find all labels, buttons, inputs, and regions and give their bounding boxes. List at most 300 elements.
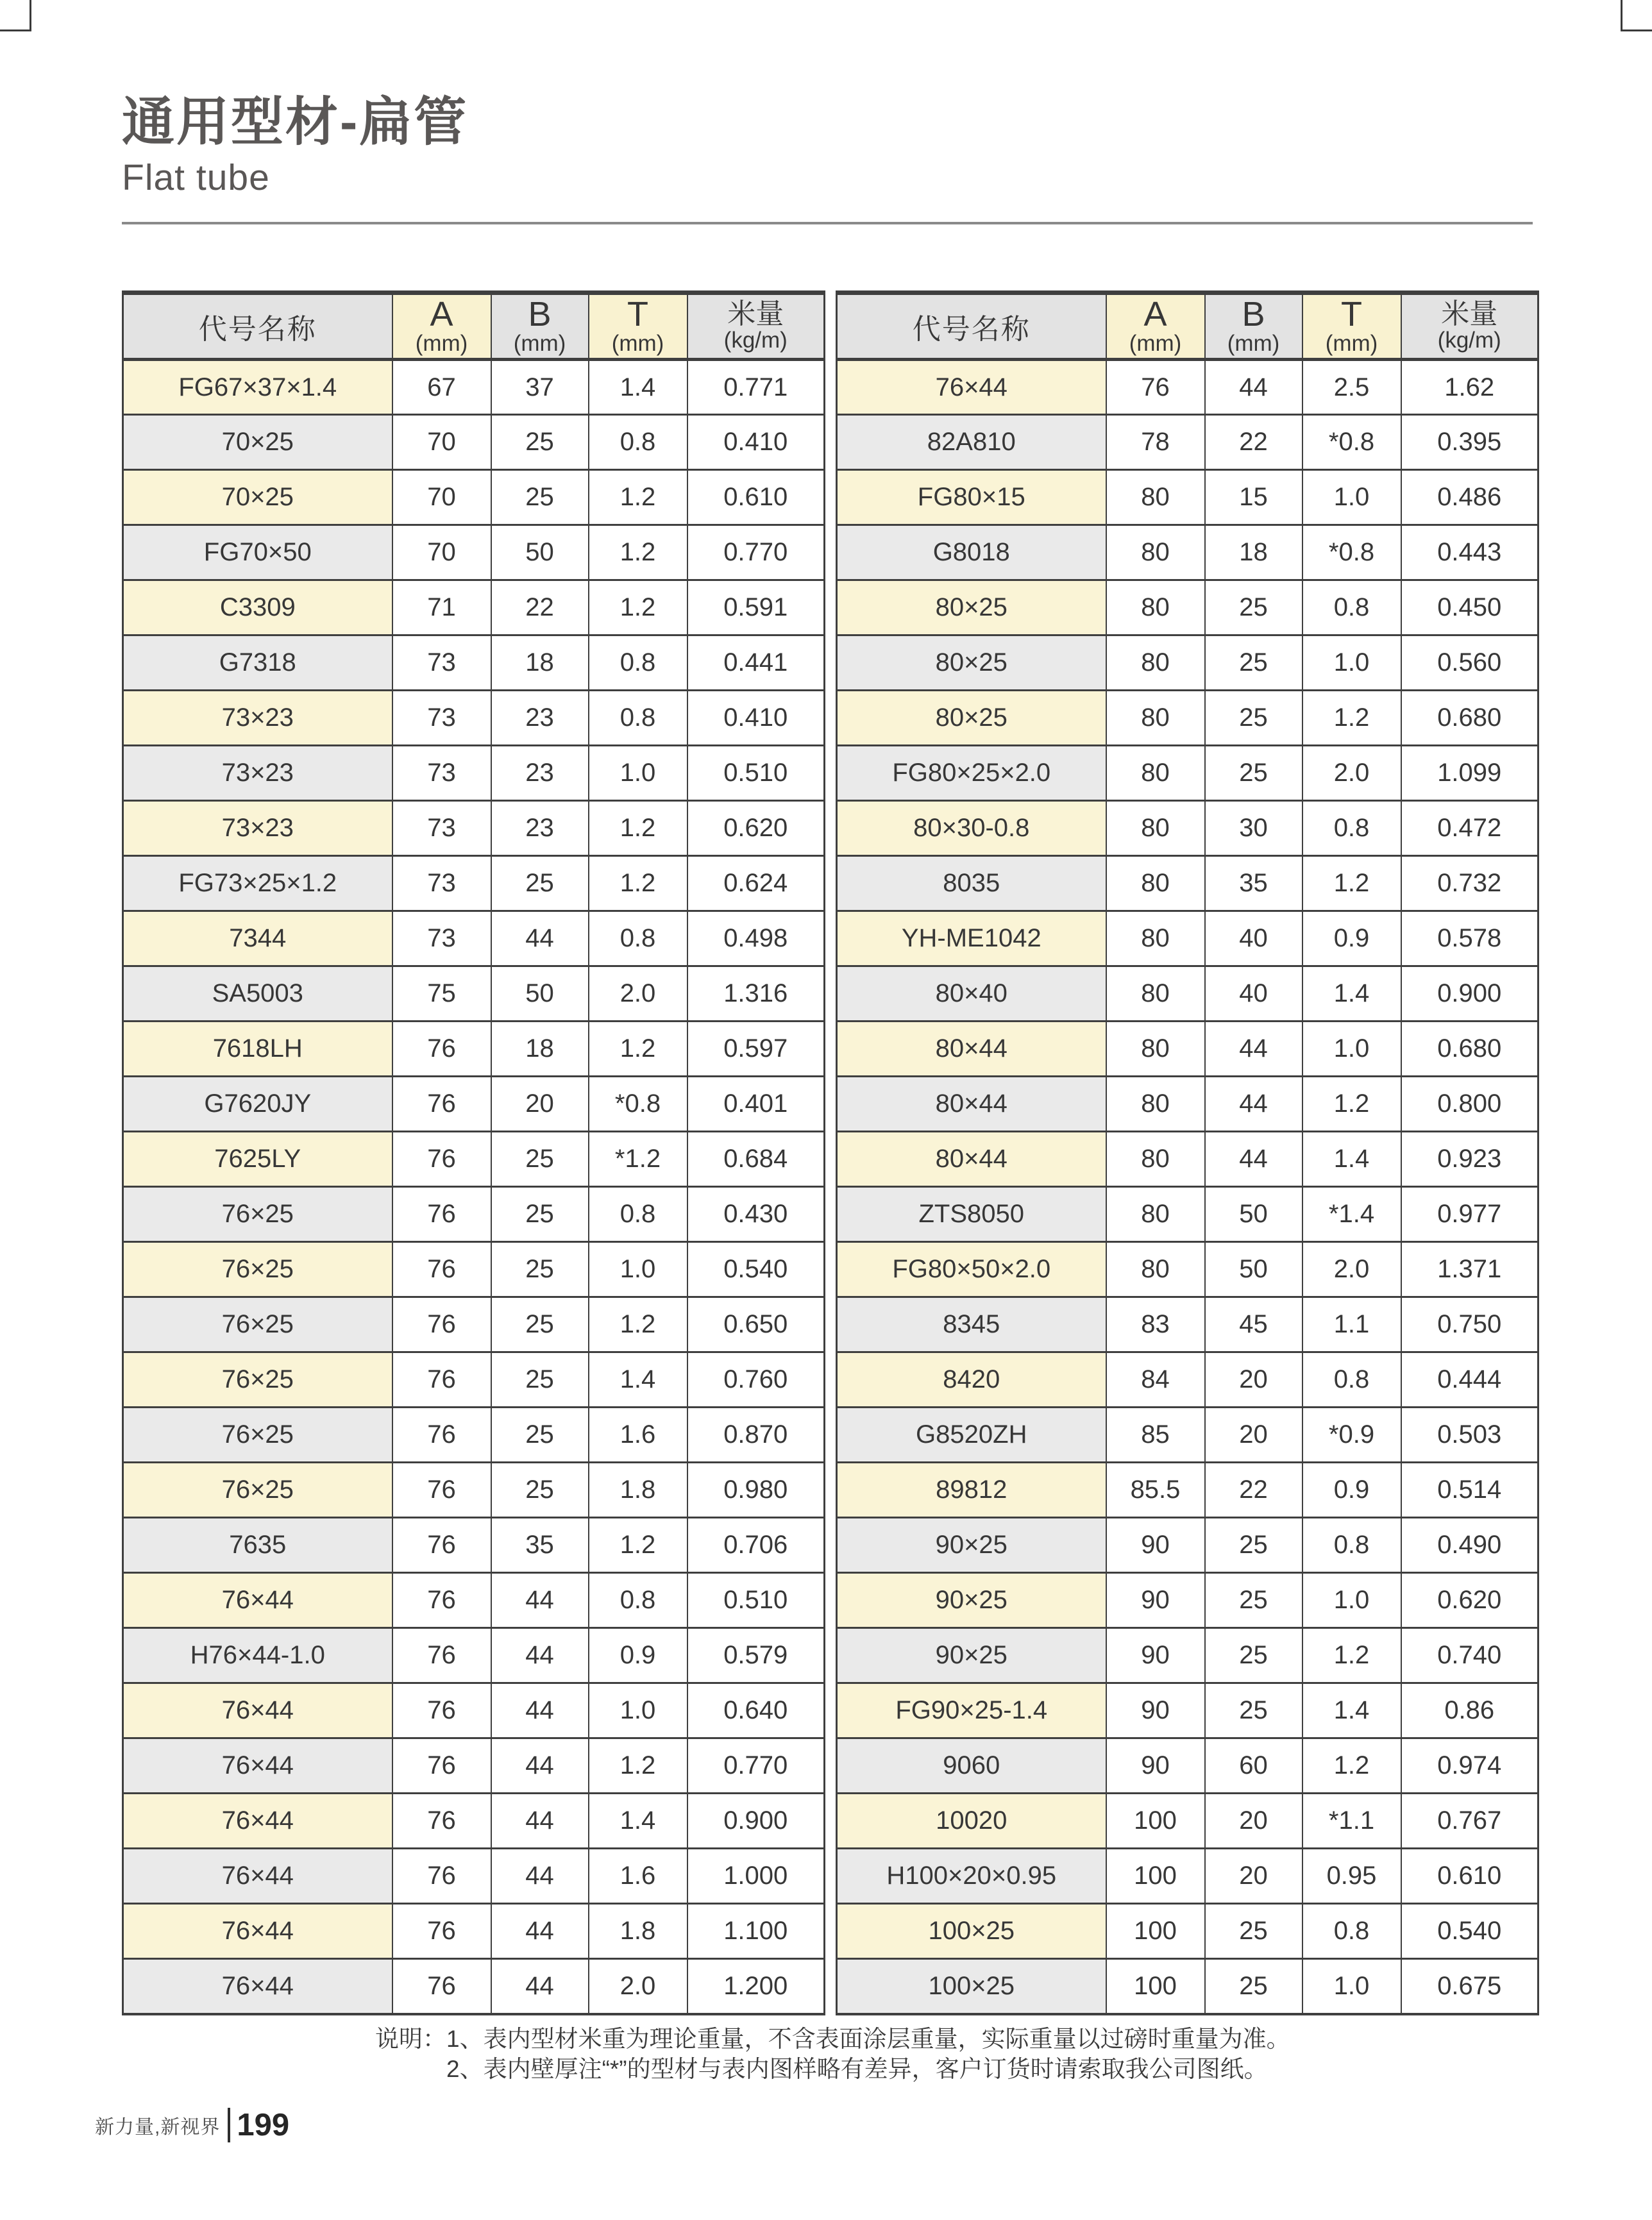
cell-b: 44	[491, 1794, 589, 1849]
cell-meter-weight: 0.540	[687, 1242, 825, 1297]
cell-b: 25	[1205, 1518, 1302, 1573]
table-row	[837, 966, 1538, 1022]
cell-b: 37	[491, 360, 589, 415]
cell-code-name: 7618LH	[123, 1022, 392, 1077]
cell-code-name: 70×25	[123, 470, 392, 525]
cell-a: 100	[1106, 1959, 1205, 2014]
cell-t: 0.9	[589, 1628, 687, 1683]
cell-b: 44	[491, 1849, 589, 1904]
cell-meter-weight: 0.977	[1401, 1187, 1538, 1242]
cell-t: 1.0	[1302, 470, 1401, 525]
cell-b: 60	[1205, 1738, 1302, 1794]
cell-b: 25	[1205, 1628, 1302, 1683]
table-row	[837, 360, 1538, 415]
table-row	[837, 1132, 1538, 1187]
cell-t: 1.2	[589, 1738, 687, 1794]
table-row	[123, 1683, 825, 1738]
cell-meter-weight: 0.560	[1401, 635, 1538, 691]
footnote-line-2: 2、表内壁厚注“*”的型材与表内图样略有差异，客户订货时请索取我公司图纸。	[446, 2056, 1268, 2083]
cell-a: 76	[392, 1022, 491, 1077]
cell-a: 90	[1106, 1518, 1205, 1573]
cell-meter-weight: 0.498	[687, 911, 825, 966]
cell-a: 85.5	[1106, 1463, 1205, 1518]
cell-t: 1.0	[1302, 1959, 1401, 2014]
cell-t: 1.4	[1302, 966, 1401, 1022]
cell-t: 0.8	[589, 1187, 687, 1242]
cell-meter-weight: 0.510	[687, 1573, 825, 1628]
spec-table-right	[836, 290, 1539, 2015]
cell-meter-weight: 0.923	[1401, 1132, 1538, 1187]
cell-t: 1.2	[1302, 691, 1401, 746]
cell-meter-weight: 0.503	[1401, 1408, 1538, 1463]
header-b	[1205, 293, 1302, 360]
cell-meter-weight: 0.591	[687, 580, 825, 635]
table-row	[837, 856, 1538, 911]
page-title: 通用型材-扁管	[122, 93, 469, 151]
cell-code-name: 100×25	[837, 1959, 1106, 2014]
cell-t: 1.2	[1302, 1077, 1401, 1132]
cell-b: 25	[1205, 691, 1302, 746]
cell-meter-weight: 0.640	[687, 1683, 825, 1738]
cell-meter-weight: 0.540	[1401, 1904, 1538, 1959]
cell-meter-weight: 0.767	[1401, 1794, 1538, 1849]
cell-meter-weight: 0.620	[687, 801, 825, 856]
footer-slogan: 新力量,新视界	[95, 2117, 221, 2138]
page-footer	[95, 2107, 289, 2143]
header-t-letter: T	[627, 295, 648, 334]
table-row	[123, 911, 825, 966]
table-row	[837, 1463, 1538, 1518]
cell-meter-weight: 0.450	[1401, 580, 1538, 635]
cell-a: 76	[392, 1959, 491, 2014]
cell-meter-weight: 0.597	[687, 1022, 825, 1077]
header-row	[837, 293, 1538, 360]
cell-t: 0.8	[1302, 1518, 1401, 1573]
footer-page-number: 199	[237, 2108, 290, 2142]
table-row	[837, 415, 1538, 470]
header-a-unit: (mm)	[415, 331, 468, 357]
cell-b: 50	[1205, 1187, 1302, 1242]
footnote-line-1: 1、表内型材米重为理论重量，不含表面涂层重量，实际重量以过磅时重量为准。	[446, 2026, 1290, 2052]
cell-meter-weight: 0.401	[687, 1077, 825, 1132]
header-b-unit: (mm)	[1227, 331, 1280, 357]
cell-meter-weight: 0.770	[687, 1738, 825, 1794]
header-meter-label: 米量	[1441, 298, 1498, 330]
cell-a: 80	[1106, 746, 1205, 801]
cell-b: 25	[491, 1242, 589, 1297]
cell-b: 44	[1205, 1077, 1302, 1132]
cell-code-name: FG80×15	[837, 470, 1106, 525]
table-row	[837, 470, 1538, 525]
cell-t: 0.8	[589, 911, 687, 966]
cell-code-name: 76×25	[123, 1352, 392, 1408]
cell-t: 1.0	[589, 1242, 687, 1297]
cell-meter-weight: 0.441	[687, 635, 825, 691]
table-row	[837, 1849, 1538, 1904]
cell-b: 25	[1205, 1959, 1302, 2014]
table-row	[837, 635, 1538, 691]
cell-b: 45	[1205, 1297, 1302, 1352]
cell-t: *0.8	[589, 1077, 687, 1132]
cell-code-name: 76×44	[837, 360, 1106, 415]
cell-a: 73	[392, 856, 491, 911]
cell-b: 44	[491, 1573, 589, 1628]
header-code-name: 代号名称	[837, 293, 1106, 360]
cell-code-name: 80×44	[837, 1077, 1106, 1132]
cell-code-name: 76×44	[123, 1573, 392, 1628]
cell-b: 23	[491, 801, 589, 856]
cell-code-name: 90×25	[837, 1628, 1106, 1683]
header-meter-label: 米量	[727, 298, 784, 330]
cell-meter-weight: 0.443	[1401, 525, 1538, 580]
cell-t: 2.0	[1302, 746, 1401, 801]
cell-code-name: G7318	[123, 635, 392, 691]
cell-t: 1.0	[589, 746, 687, 801]
cell-t: 0.8	[1302, 580, 1401, 635]
cell-b: 44	[491, 1959, 589, 2014]
cell-code-name: 89812	[837, 1463, 1106, 1518]
cell-b: 18	[491, 1022, 589, 1077]
table-row	[837, 1794, 1538, 1849]
cell-b: 23	[491, 691, 589, 746]
table-row	[123, 1849, 825, 1904]
header-code-name: 代号名称	[123, 293, 392, 360]
cell-a: 80	[1106, 856, 1205, 911]
cell-t: 0.8	[589, 415, 687, 470]
cell-a: 76	[392, 1297, 491, 1352]
cell-b: 20	[1205, 1408, 1302, 1463]
cell-code-name: 76×25	[123, 1297, 392, 1352]
cell-b: 30	[1205, 801, 1302, 856]
table-row	[837, 801, 1538, 856]
cell-code-name: ZTS8050	[837, 1187, 1106, 1242]
cell-meter-weight: 0.680	[1401, 1022, 1538, 1077]
cell-a: 80	[1106, 580, 1205, 635]
table-row	[837, 1352, 1538, 1408]
cell-t: 0.9	[1302, 1463, 1401, 1518]
cell-t: 1.6	[589, 1408, 687, 1463]
cell-b: 25	[491, 1408, 589, 1463]
table-row	[837, 1077, 1538, 1132]
cell-a: 73	[392, 746, 491, 801]
cell-b: 20	[1205, 1849, 1302, 1904]
cell-a: 76	[392, 1683, 491, 1738]
cell-t: 1.0	[1302, 1022, 1401, 1077]
cell-meter-weight: 1.371	[1401, 1242, 1538, 1297]
cell-b: 25	[491, 1132, 589, 1187]
cell-t: 0.8	[1302, 1904, 1401, 1959]
cell-t: 1.8	[589, 1904, 687, 1959]
header-a	[1106, 293, 1205, 360]
cell-t: 1.0	[1302, 1573, 1401, 1628]
cell-meter-weight: 0.684	[687, 1132, 825, 1187]
cell-a: 76	[392, 1187, 491, 1242]
cell-t: 1.2	[589, 1297, 687, 1352]
table-row	[837, 525, 1538, 580]
cell-a: 71	[392, 580, 491, 635]
cell-a: 76	[392, 1518, 491, 1573]
cell-code-name: 10020	[837, 1794, 1106, 1849]
cell-meter-weight: 0.740	[1401, 1628, 1538, 1683]
cell-b: 25	[491, 1297, 589, 1352]
cell-a: 90	[1106, 1683, 1205, 1738]
cell-a: 73	[392, 691, 491, 746]
table-row	[837, 580, 1538, 635]
cell-code-name: 76×44	[123, 1794, 392, 1849]
cell-code-name: 80×30-0.8	[837, 801, 1106, 856]
cell-t: 1.4	[589, 360, 687, 415]
cell-b: 22	[1205, 1463, 1302, 1518]
cell-a: 80	[1106, 801, 1205, 856]
cell-t: 1.0	[1302, 635, 1401, 691]
cell-t: 1.2	[589, 801, 687, 856]
crop-mark-top-right-icon	[1621, 0, 1652, 31]
title-divider	[122, 222, 1533, 224]
header-meter-unit: (kg/m)	[723, 328, 788, 353]
table-row	[123, 746, 825, 801]
cell-b: 18	[1205, 525, 1302, 580]
cell-b: 22	[1205, 415, 1302, 470]
cell-a: 80	[1106, 1187, 1205, 1242]
footer-divider	[228, 2108, 230, 2142]
cell-a: 80	[1106, 966, 1205, 1022]
table-row	[837, 1573, 1538, 1628]
table-row	[123, 580, 825, 635]
cell-b: 22	[491, 580, 589, 635]
table-row	[837, 1242, 1538, 1297]
cell-a: 80	[1106, 1077, 1205, 1132]
table-row	[837, 1959, 1538, 2014]
cell-b: 25	[491, 415, 589, 470]
cell-t: 0.9	[1302, 911, 1401, 966]
table-row	[123, 1077, 825, 1132]
table-row	[123, 1573, 825, 1628]
cell-meter-weight: 0.900	[687, 1794, 825, 1849]
cell-b: 44	[1205, 1022, 1302, 1077]
cell-b: 25	[1205, 746, 1302, 801]
cell-t: 1.2	[589, 470, 687, 525]
cell-code-name: FG80×25×2.0	[837, 746, 1106, 801]
table-row	[123, 1132, 825, 1187]
cell-a: 73	[392, 911, 491, 966]
cell-b: 23	[491, 746, 589, 801]
cell-b: 25	[491, 470, 589, 525]
table-row	[123, 1959, 825, 2014]
cell-a: 80	[1106, 470, 1205, 525]
cell-t: 1.2	[589, 856, 687, 911]
cell-code-name: 90×25	[837, 1573, 1106, 1628]
cell-meter-weight: 0.980	[687, 1463, 825, 1518]
cell-a: 76	[392, 1408, 491, 1463]
cell-b: 40	[1205, 966, 1302, 1022]
cell-b: 44	[491, 1904, 589, 1959]
header-a-letter: A	[1143, 295, 1167, 334]
cell-t: 1.2	[1302, 856, 1401, 911]
cell-code-name: YH-ME1042	[837, 911, 1106, 966]
table-row	[837, 1738, 1538, 1794]
cell-meter-weight: 0.578	[1401, 911, 1538, 966]
cell-meter-weight: 0.610	[687, 470, 825, 525]
cell-t: 0.8	[589, 691, 687, 746]
cell-code-name: 90×25	[837, 1518, 1106, 1573]
table-row	[837, 1683, 1538, 1738]
table-row	[837, 1022, 1538, 1077]
cell-b: 35	[491, 1518, 589, 1573]
cell-code-name: 8035	[837, 856, 1106, 911]
table-row	[837, 746, 1538, 801]
header-b-letter: B	[1242, 295, 1265, 334]
cell-code-name: G8018	[837, 525, 1106, 580]
cell-b: 44	[1205, 360, 1302, 415]
cell-code-name: 7625LY	[123, 1132, 392, 1187]
cell-t: 1.4	[589, 1352, 687, 1408]
table-row	[837, 1628, 1538, 1683]
cell-code-name: 80×25	[837, 691, 1106, 746]
cell-code-name: 100×25	[837, 1904, 1106, 1959]
table-row	[123, 1518, 825, 1573]
cell-meter-weight: 1.316	[687, 966, 825, 1022]
cell-code-name: 76×44	[123, 1849, 392, 1904]
cell-t: 1.8	[589, 1463, 687, 1518]
cell-code-name: C3309	[123, 580, 392, 635]
cell-t: 1.4	[589, 1794, 687, 1849]
header-b-letter: B	[528, 295, 552, 334]
table-row	[123, 1242, 825, 1297]
header-meter-weight	[1401, 293, 1538, 360]
cell-b: 44	[491, 1738, 589, 1794]
cell-meter-weight: 0.750	[1401, 1297, 1538, 1352]
table-row	[123, 635, 825, 691]
table-row	[123, 1738, 825, 1794]
cell-a: 73	[392, 801, 491, 856]
cell-code-name: 76×25	[123, 1408, 392, 1463]
cell-a: 70	[392, 415, 491, 470]
cell-meter-weight: 0.675	[1401, 1959, 1538, 2014]
cell-a: 73	[392, 635, 491, 691]
header-a-letter: A	[430, 295, 453, 334]
cell-a: 90	[1106, 1573, 1205, 1628]
cell-t: 1.2	[589, 1022, 687, 1077]
cell-code-name: G7620JY	[123, 1077, 392, 1132]
table-row	[123, 1794, 825, 1849]
cell-code-name: 76×25	[123, 1463, 392, 1518]
cell-b: 18	[491, 635, 589, 691]
table-row	[837, 691, 1538, 746]
cell-t: 1.2	[1302, 1738, 1401, 1794]
header-a	[392, 293, 491, 360]
cell-a: 70	[392, 525, 491, 580]
table-row	[123, 1352, 825, 1408]
cell-meter-weight: 0.410	[687, 415, 825, 470]
cell-meter-weight: 0.770	[687, 525, 825, 580]
cell-b: 50	[491, 525, 589, 580]
table-row	[123, 525, 825, 580]
cell-meter-weight: 0.870	[687, 1408, 825, 1463]
cell-meter-weight: 0.680	[1401, 691, 1538, 746]
cell-meter-weight: 0.86	[1401, 1683, 1538, 1738]
cell-a: 80	[1106, 911, 1205, 966]
cell-t: 1.4	[1302, 1683, 1401, 1738]
cell-meter-weight: 0.486	[1401, 470, 1538, 525]
cell-code-name: SA5003	[123, 966, 392, 1022]
cell-b: 25	[1205, 635, 1302, 691]
cell-b: 44	[491, 1683, 589, 1738]
cell-code-name: 76×25	[123, 1187, 392, 1242]
cell-a: 76	[392, 1904, 491, 1959]
cell-code-name: 76×44	[123, 1683, 392, 1738]
cell-meter-weight: 0.620	[1401, 1573, 1538, 1628]
cell-code-name: 73×23	[123, 746, 392, 801]
header-row	[123, 293, 825, 360]
cell-meter-weight: 0.395	[1401, 415, 1538, 470]
cell-meter-weight: 0.624	[687, 856, 825, 911]
table-row	[123, 691, 825, 746]
cell-a: 78	[1106, 415, 1205, 470]
cell-meter-weight: 1.62	[1401, 360, 1538, 415]
cell-a: 100	[1106, 1849, 1205, 1904]
cell-b: 25	[1205, 1904, 1302, 1959]
cell-b: 40	[1205, 911, 1302, 966]
header-meter-weight	[687, 293, 825, 360]
cell-t: 2.5	[1302, 360, 1401, 415]
cell-code-name: 7635	[123, 1518, 392, 1573]
header-t-letter: T	[1341, 295, 1362, 334]
cell-b: 25	[1205, 1573, 1302, 1628]
cell-b: 25	[491, 1463, 589, 1518]
cell-t: 0.8	[589, 635, 687, 691]
table-row	[123, 966, 825, 1022]
table-row	[837, 1904, 1538, 1959]
cell-b: 35	[1205, 856, 1302, 911]
table-row	[837, 1187, 1538, 1242]
cell-b: 15	[1205, 470, 1302, 525]
cell-a: 85	[1106, 1408, 1205, 1463]
cell-a: 100	[1106, 1904, 1205, 1959]
cell-meter-weight: 0.472	[1401, 801, 1538, 856]
cell-a: 84	[1106, 1352, 1205, 1408]
cell-code-name: 82A810	[837, 415, 1106, 470]
cell-t: 1.2	[589, 525, 687, 580]
header-b-unit: (mm)	[513, 331, 566, 357]
cell-meter-weight: 0.430	[687, 1187, 825, 1242]
header-t-unit: (mm)	[611, 331, 664, 357]
cell-b: 44	[491, 911, 589, 966]
header-t	[1302, 293, 1401, 360]
page-subtitle: Flat tube	[122, 157, 270, 199]
cell-a: 80	[1106, 635, 1205, 691]
table-row	[837, 1518, 1538, 1573]
cell-code-name: 8420	[837, 1352, 1106, 1408]
header-t-unit: (mm)	[1325, 331, 1378, 357]
cell-meter-weight: 1.000	[687, 1849, 825, 1904]
cell-b: 25	[1205, 1683, 1302, 1738]
table-row	[123, 1628, 825, 1683]
table-row	[123, 1022, 825, 1077]
cell-a: 76	[392, 1077, 491, 1132]
cell-a: 76	[392, 1352, 491, 1408]
cell-t: *1.1	[1302, 1794, 1401, 1849]
cell-a: 76	[392, 1573, 491, 1628]
cell-a: 90	[1106, 1738, 1205, 1794]
cell-code-name: H100×20×0.95	[837, 1849, 1106, 1904]
header-a-unit: (mm)	[1129, 331, 1182, 357]
cell-a: 76	[392, 1794, 491, 1849]
cell-t: 1.2	[589, 580, 687, 635]
table-row	[123, 360, 825, 415]
cell-code-name: FG90×25-1.4	[837, 1683, 1106, 1738]
cell-a: 67	[392, 360, 491, 415]
cell-a: 76	[392, 1628, 491, 1683]
